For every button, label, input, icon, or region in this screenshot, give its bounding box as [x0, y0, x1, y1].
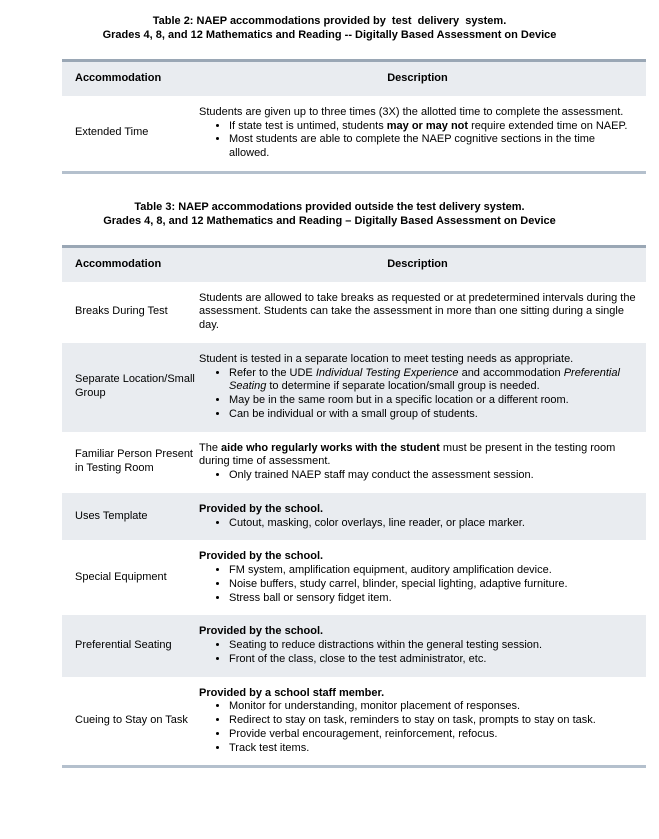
accommodation-cell	[62, 292, 199, 333]
table3-title-line1: Table 3: NAEP accommodations provided outside the test delivery system.	[134, 200, 525, 213]
bullet-item	[229, 469, 636, 483]
accommodation-cell	[62, 106, 199, 161]
bullet-list	[199, 367, 636, 422]
accommodation-cell	[62, 353, 199, 422]
table3-accommodation-header: Accommodation	[75, 257, 162, 270]
text-run: The	[199, 441, 222, 454]
text-run: May be in the same room but in a specific location or a different room.	[229, 394, 569, 406]
accommodation-label: Familiar Person Present in Testing Room	[75, 448, 193, 475]
accommodation-cell	[62, 687, 199, 756]
text-run: Can be individual or with a small group of students.	[229, 407, 478, 420]
table-row	[62, 493, 646, 541]
description-cell	[199, 353, 646, 422]
accommodation-cell	[62, 442, 199, 483]
bullet-item	[229, 714, 636, 728]
table3-title-line2: Grades 4, 8, and 12 Mathematics and Reading – Digitally Based Assessment on Device	[103, 214, 556, 227]
accommodation-label: Uses Template	[75, 509, 148, 522]
description-cell	[199, 292, 646, 333]
text-run: Only trained NAEP staff may conduct the assessment session.	[229, 469, 534, 481]
text-run: Refer to the UDE	[229, 366, 316, 379]
accommodation-cell	[62, 550, 199, 605]
text-run: If state test is untimed, students	[229, 119, 387, 132]
bullet-item	[229, 639, 636, 653]
bullet-item	[229, 408, 636, 422]
description-intro	[199, 687, 636, 701]
bullet-item	[229, 700, 636, 714]
table-row	[62, 282, 646, 343]
description-intro	[199, 503, 636, 517]
table2-title-line1: Table 2: NAEP accommodations provided by test delivery system.	[152, 15, 507, 27]
text-run: Preferential Seating	[229, 366, 620, 393]
table-row	[62, 677, 646, 766]
text-run: Front of the class, close to the test administrator, etc.	[229, 652, 487, 665]
bullet-item	[229, 578, 636, 592]
table2-title-line2: Grades 4, 8, and 12 Mathematics and Reading -- Digitally Based Assessment on Device	[102, 29, 557, 41]
accommodation-label: Breaks During Test	[75, 305, 168, 318]
bullet-item	[229, 653, 636, 667]
description-intro	[199, 442, 636, 470]
accommodation-cell	[62, 503, 199, 531]
accommodation-label: Extended Time	[75, 126, 149, 139]
bullet-list	[199, 469, 636, 483]
text-run: Provided by a school staff member.	[199, 686, 385, 699]
accommodation-label: Cueing to Stay on Task	[75, 714, 188, 726]
text-run: Cutout, masking, color overlays, line reader, or place marker.	[229, 516, 525, 529]
bullet-item	[229, 742, 636, 756]
bullet-item	[229, 394, 636, 408]
text-run: Provided by the school.	[199, 625, 324, 638]
bullet-item	[229, 517, 636, 531]
bullet-list	[199, 120, 636, 161]
table3-header-row	[62, 245, 646, 282]
bullet-item	[229, 564, 636, 578]
text-run: Track test items.	[229, 741, 310, 754]
text-run: to determine if separate location/small group is needed.	[266, 380, 540, 393]
text-run: Provided by the school.	[199, 550, 324, 563]
text-run: aide who regularly works with the student	[221, 441, 440, 454]
table-row	[62, 615, 646, 676]
bullet-list	[199, 517, 636, 531]
description-cell	[199, 503, 646, 531]
text-run: Most students are able to complete the NAEP cognitive sections in the time allowed.	[229, 133, 596, 159]
accommodation-label: Preferential Seating	[75, 639, 172, 651]
description-cell	[199, 550, 646, 605]
text-run: Students are allowed to take breaks as requested or at predetermined intervals during the assessment. Students can take the assessment in more than one sitting during a single day.	[199, 291, 636, 331]
table3	[62, 245, 646, 769]
text-run: and accommodation	[458, 366, 564, 379]
description-cell	[199, 442, 646, 483]
bullet-item	[229, 133, 636, 161]
table2-section	[0, 14, 659, 174]
table-row	[62, 343, 646, 432]
bullet-list	[199, 700, 636, 755]
description-cell	[199, 687, 646, 756]
text-run: Students are given up to three times (3X) the allotted time to complete the assessment.	[199, 105, 624, 118]
description-intro	[199, 353, 636, 367]
description-intro	[199, 106, 636, 120]
accommodation-label: Special Equipment	[75, 570, 167, 583]
table3-description-header: Description	[387, 257, 448, 270]
table2	[62, 59, 646, 174]
text-run: Individual Testing Experience	[315, 366, 459, 379]
table-row	[62, 540, 646, 615]
bullet-list	[199, 639, 636, 667]
text-run: Provide verbal encouragement, reinforcement, refocus.	[229, 727, 498, 740]
description-cell	[199, 106, 646, 161]
table2-header-row	[62, 59, 646, 96]
description-intro	[199, 292, 636, 333]
table-row	[62, 96, 646, 171]
text-run: Student is tested in a separate location to meet testing needs as appropriate.	[199, 352, 574, 365]
text-run: Noise buffers, study carrel, blinder, special lighting, adaptive furniture.	[229, 577, 568, 590]
text-run: Provided by the school.	[199, 502, 324, 515]
table2-description-header: Description	[387, 72, 448, 84]
description-intro	[199, 625, 636, 639]
text-run: Monitor for understanding, monitor placement of responses.	[229, 700, 521, 713]
accommodation-cell	[62, 625, 199, 666]
text-run: require extended time on NAEP.	[468, 119, 628, 132]
bullet-item	[229, 367, 636, 395]
table3-section	[0, 200, 659, 769]
accommodation-label: Separate Location/Small Group	[75, 373, 195, 400]
bullet-list	[199, 564, 636, 605]
text-run: Redirect to stay on task, reminders to stay on task, prompts to stay on task.	[229, 714, 596, 726]
text-run: must be present in the testing room during time of assessment.	[199, 441, 616, 468]
table3-body	[62, 282, 646, 766]
bullet-item	[229, 120, 636, 134]
text-run: FM system, amplification equipment, auditory amplification device.	[229, 564, 552, 576]
description-intro	[199, 550, 636, 564]
description-cell	[199, 625, 646, 666]
text-run: may or may not	[386, 119, 469, 132]
table2-accommodation-header: Accommodation	[75, 72, 162, 84]
bullet-item	[229, 592, 636, 606]
table2-body	[62, 96, 646, 171]
text-run: Stress ball or sensory fidget item.	[229, 591, 392, 604]
bullet-item	[229, 728, 636, 742]
text-run: Seating to reduce distractions within the general testing session.	[229, 639, 543, 651]
table-row	[62, 432, 646, 493]
